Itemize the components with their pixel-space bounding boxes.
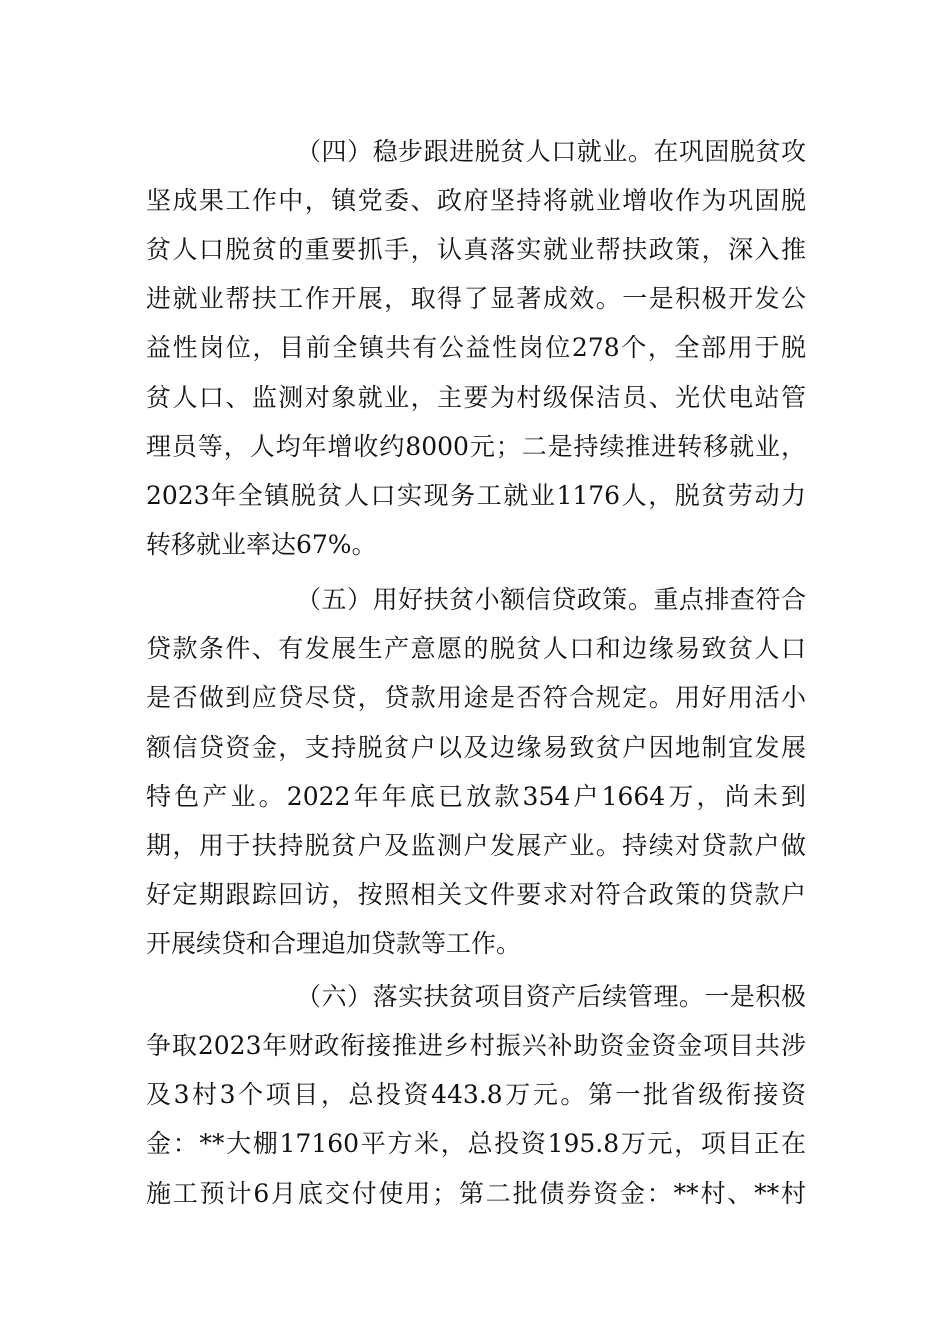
text-line: 金：**大棚17160平方米，总投资195.8万元，项目正在 — [146, 1129, 806, 1158]
text-line: 及3村3个项目，总投资443.8万元。第一批省级衔接资 — [146, 1080, 806, 1109]
text-line: 2023年全镇脱贫人口实现务工就业1176人，脱贫劳动力 — [146, 481, 806, 510]
text-line: 特色产业。2022年年底已放款354户1664万，尚未到 — [146, 782, 806, 811]
text-line: 期，用于扶持脱贫户及监测户发展产业。持续对贷款户做 — [146, 831, 806, 860]
text-line: 转移就业率达67%。 — [146, 530, 377, 559]
text-line: 争取2023年财政衔接推进乡村振兴补助资金资金项目共涉 — [146, 1031, 806, 1060]
text-line: （六）落实扶贫项目资产后续管理。一是积极 — [296, 982, 806, 1011]
text-line: （五）用好扶贫小额信贷政策。重点排查符合 — [296, 585, 806, 614]
text-line: （四）稳步跟进脱贫人口就业。在巩固脱贫攻 — [296, 137, 806, 166]
text-line: 开展续贷和合理追加贷款等工作。 — [146, 929, 522, 958]
text-line: 贷款条件、有发展生产意愿的脱贫人口和边缘易致贫人口 — [146, 634, 806, 663]
text-line: 贫人口、监测对象就业，主要为村级保洁员、光伏电站管 — [146, 383, 806, 412]
text-line: 是否做到应贷尽贷，贷款用途是否符合规定。用好用活小 — [146, 683, 806, 712]
text-line: 额信贷资金，支持脱贫户以及边缘易致贫户因地制宜发展 — [146, 733, 806, 762]
text-line: 进就业帮扶工作开展，取得了显著成效。一是积极开发公 — [146, 284, 806, 313]
text-line: 坚成果工作中，镇党委、政府坚持将就业增收作为巩固脱 — [146, 186, 806, 215]
text-line: 好定期跟踪回访，按照相关文件要求对符合政策的贷款户 — [146, 880, 806, 909]
text-line: 施工预计6月底交付使用；第二批债券资金：**村、**村 — [146, 1179, 806, 1208]
text-line: 益性岗位，目前全镇共有公益性岗位278个，全部用于脱 — [146, 333, 806, 362]
text-line: 贫人口脱贫的重要抓手，认真落实就业帮扶政策，深入推 — [146, 235, 806, 264]
text-line: 理员等，人均年增收约8000元；二是持续推进转移就业， — [146, 432, 806, 461]
